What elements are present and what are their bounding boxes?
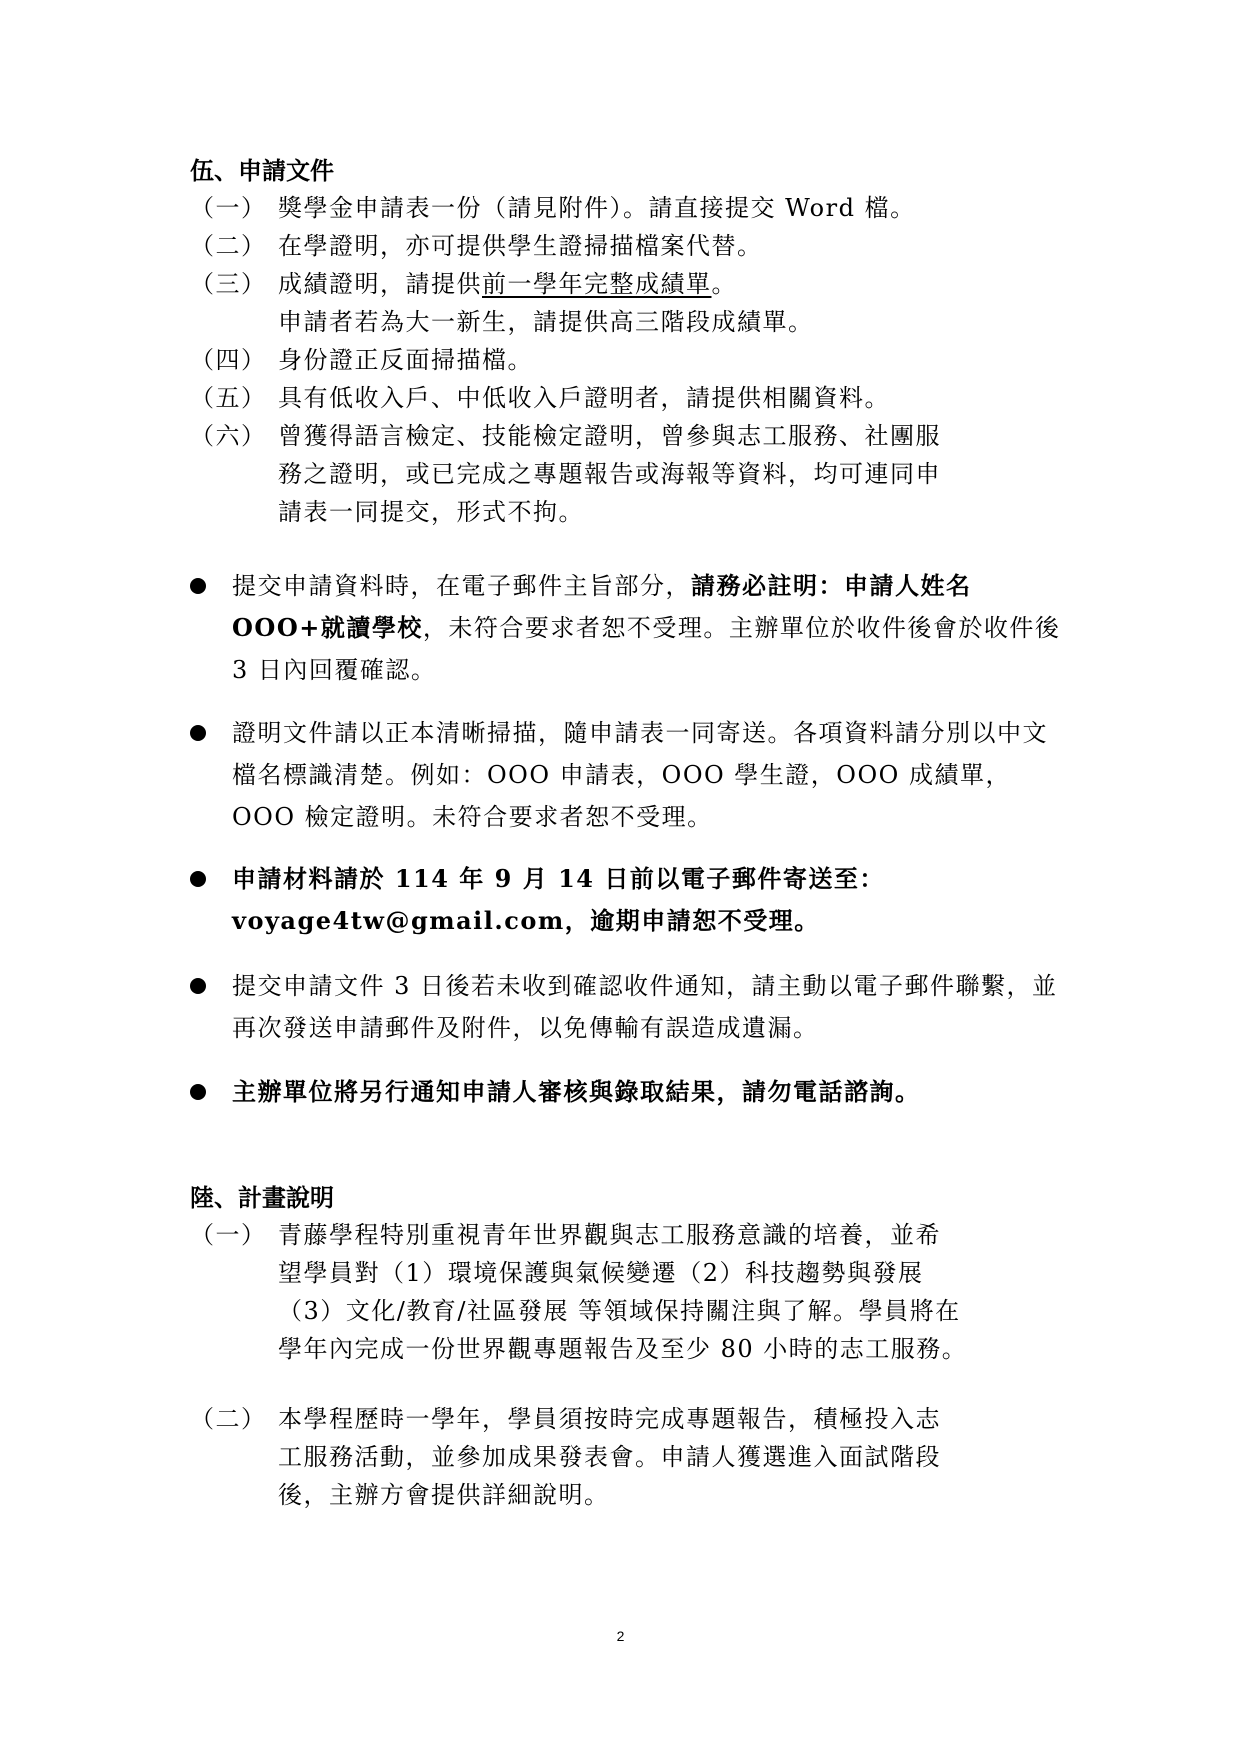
list-item: [190, 227, 1080, 265]
list-item: [190, 1216, 1080, 1368]
note-bullet: [190, 1071, 1070, 1113]
note-text: 證明文件請以正本清晰掃描，隨申請表一同寄送。各項資料請分別以中文檔名標識清楚。例如：OOO 申請表，OOO 學生證，OOO 成績單，OOO 檢定證明。未符合要求者恕不受理。: [232, 719, 1048, 831]
item-text: 。: [711, 270, 737, 298]
bullet-dot-icon: [190, 725, 206, 741]
note-text-bold: 申請材料請於 114 年 9 月 14 日前以電子郵件寄送至：voyage4tw@gmail.com，逾期申請恕不受理。: [232, 864, 885, 935]
note-text-plain: ，未符合要求者恕不受理。主辦單位於收件後會於收件後 3 日內回覆確認。: [232, 614, 1061, 684]
item-line: 請表一同提交，形式不拘。: [278, 498, 584, 526]
item-number: （三）: [190, 270, 267, 298]
section-heading-6: 陸、計畫說明: [190, 1183, 334, 1212]
item-line: （3）文化/教育/社區發展 等領域保持關注與了解。學員將在: [278, 1297, 961, 1325]
item-line: 望學員對（1）環境保護與氣候變遷（2）科技趨勢與發展: [278, 1259, 924, 1287]
page-number: 2: [616, 1628, 625, 1644]
item-line: 在學證明，亦可提供學生證掃描檔案代替。: [278, 232, 763, 260]
item-line: 曾獲得語言檢定、技能檢定證明，曾參與志工服務、社團服: [278, 422, 941, 450]
item-line: 學年內完成一份世界觀專題報告及至少 80 小時的志工服務。: [278, 1335, 968, 1363]
note-text: 提交申請文件 3 日後若未收到確認收件通知，請主動以電子郵件聯繫，並再次發送申請郵件及附件，以免傳輸有誤造成遺漏。: [232, 972, 1058, 1042]
bullet-dot-icon: [190, 978, 206, 994]
note-bullet: [190, 712, 1070, 838]
item-text: 成績證明，請提供: [278, 270, 482, 298]
item-number: （二）: [190, 1405, 267, 1433]
item-number: （一）: [190, 194, 267, 222]
note-text-plain: 提交申請資料時，在電子郵件主旨部分，: [232, 572, 691, 600]
item-number: （五）: [190, 384, 267, 412]
note-bullet: [190, 565, 1070, 691]
list-item: [190, 379, 1080, 417]
list-item: [190, 1400, 1080, 1514]
item-number: （二）: [190, 232, 267, 260]
note-bullet: [190, 965, 1070, 1049]
item-line: [278, 265, 1080, 303]
note-bullet: [190, 858, 1070, 942]
item-line: 獎學金申請表一份（請見附件）。請直接提交 Word 檔。: [278, 194, 916, 222]
bullet-dot-icon: [190, 578, 206, 594]
list-item: [190, 417, 1080, 531]
list-item: [190, 189, 1080, 227]
item-line: 後，主辦方會提供詳細說明。: [278, 1481, 610, 1509]
item-number: （一）: [190, 1221, 267, 1249]
bullet-dot-icon: [190, 1084, 206, 1100]
list-item: [190, 341, 1080, 379]
underlined-text: 前一學年完整成績單: [482, 270, 712, 298]
item-line: 本學程歷時一學年，學員須按時完成專題報告，積極投入志: [278, 1405, 941, 1433]
item-line: 申請者若為大一新生，請提供高三階段成績單。: [278, 308, 814, 336]
bullet-dot-icon: [190, 871, 206, 887]
list-item: [190, 265, 1080, 341]
item-number: （四）: [190, 346, 267, 374]
item-line: 青藤學程特別重視青年世界觀與志工服務意識的培養，並希: [278, 1221, 941, 1249]
item-number: （六）: [190, 422, 267, 450]
item-line: 務之證明，或已完成之專題報告或海報等資料，均可連同申: [278, 460, 941, 488]
item-line: 身份證正反面掃描檔。: [278, 346, 533, 374]
note-text-bold: 主辦單位將另行通知申請人審核與錄取結果，請勿電話諮詢。: [232, 1077, 921, 1106]
note-text: [232, 565, 1070, 691]
item-line: 具有低收入戶、中低收入戶證明者，請提供相關資料。: [278, 384, 890, 412]
note-text-bold: 請務必註明：申請人姓名 OOO+就讀學校: [232, 571, 972, 642]
section-heading-5: 伍、申請文件: [190, 156, 334, 185]
item-line: 工服務活動，並參加成果發表會。申請人獲選進入面試階段: [278, 1443, 941, 1471]
